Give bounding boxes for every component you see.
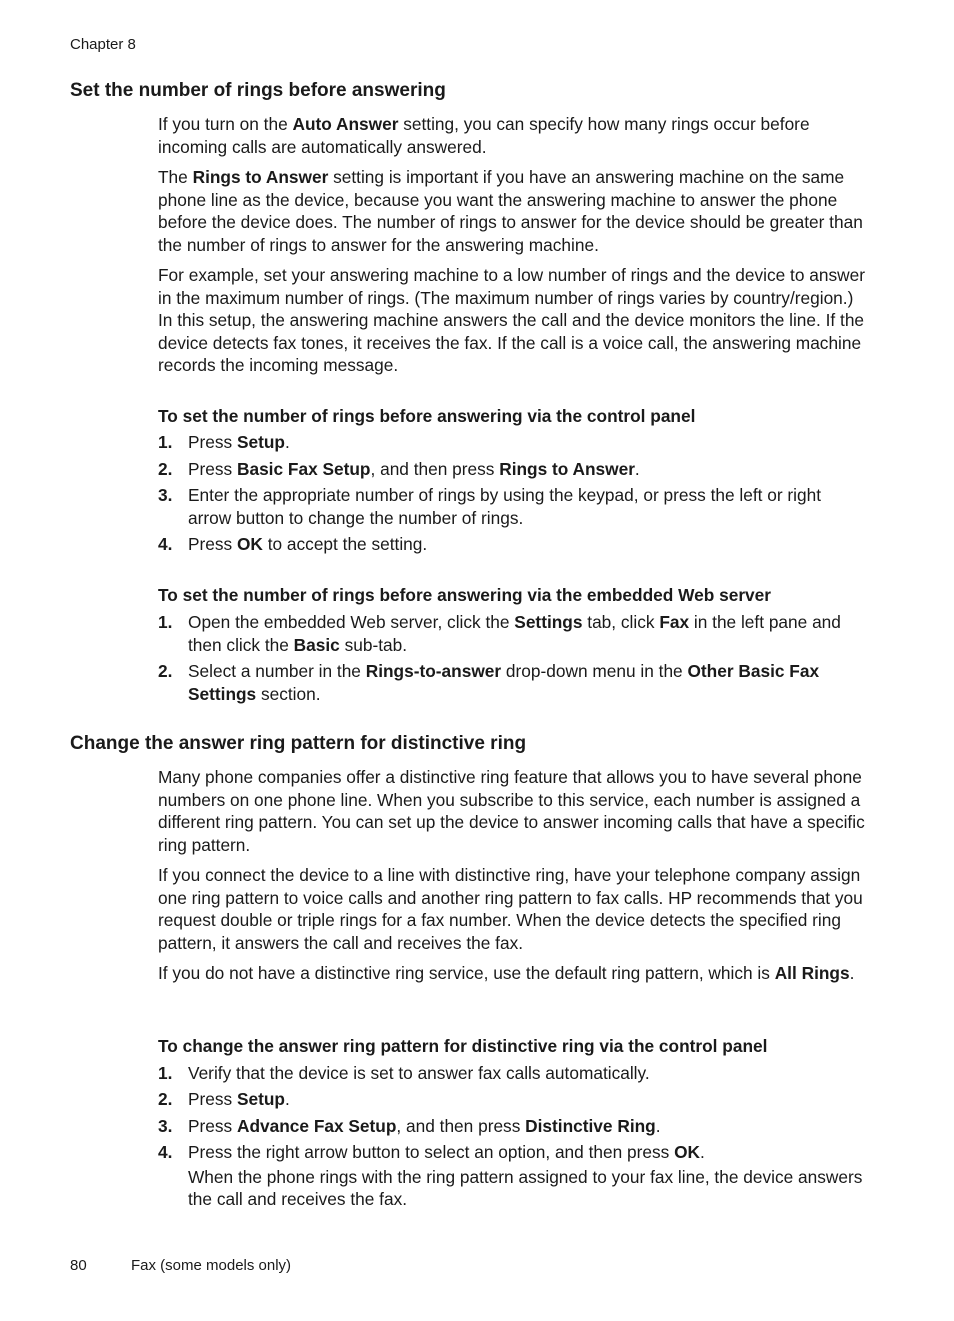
section-rings-p3 [158, 264, 868, 377]
section-heading-rings: Set the number of rings before answering [70, 80, 446, 101]
list-item: 2. Press Setup. [158, 1089, 290, 1109]
procedure-heading-web-server: To set the number of rings before answering via the embedded Web server [158, 585, 771, 605]
list-item: 2. Select a number in the Rings-to-answer drop-down menu in the Other Basic Fax Settings section. [158, 661, 820, 704]
list-item: 2. Press Basic Fax Setup, and then press Rings to Answer. [158, 459, 640, 479]
list-item: 1. Press Setup. [158, 432, 290, 452]
step-note: When the phone rings with the ring pattern assigned to your fax line, the device answers the call and receives the fax. [188, 1166, 863, 1210]
paragraph: If you connect the device to a line with distinctive ring, have your telephone company assign one ring pattern to voice calls and another ring pattern to fax calls. HP recommends that you request double or triple rings for a fax number. When the device detects the specified ring pattern, it answers the call and receives the fax. [158, 865, 863, 953]
paragraph: For example, set your answering machine to a low number of rings and the device to answer in the maximum number of rings. (The maximum number of rings varies by country/region.) In this setup, the answering machine answers the call and the device monitors the line. If the device detects fax tones, it receives the fax. If the call is a voice call, the answering machine records the incoming message. [158, 265, 865, 376]
paragraph: If you do not have a distinctive ring service, use the default ring pattern, which is All Rings. [158, 963, 855, 983]
procedure-heading-control-panel: To set the number of rings before answering via the control panel [158, 406, 696, 426]
section-rings-p2 [158, 166, 868, 256]
chapter-label: Chapter 8 [70, 36, 136, 53]
section-distinctive-p3 [158, 962, 868, 985]
paragraph: If you turn on the Auto Answer setting, you can specify how many rings occur before incoming calls are automatically answered. [158, 114, 810, 157]
list-item: 1. Verify that the device is set to answer fax calls automatically. [158, 1063, 650, 1083]
list-item: 4. Press the right arrow button to select an option, and then press OK. When the phone rings with the ring pattern assigned to your fax line, the device answers the call and receives the fax. [158, 1141, 868, 1211]
footer-title: Fax (some models only) [131, 1257, 292, 1274]
list-item: 3. Enter the appropriate number of rings by using the keypad, or press the left or right arrow button to change the number of rings. [158, 485, 822, 528]
list-item: 3. Press Advance Fax Setup, and then press Distinctive Ring. [158, 1116, 661, 1136]
section-distinctive-p1 [158, 766, 868, 856]
paragraph: The Rings to Answer setting is important if you have an answering machine on the same phone line as the device, because you want the answering machine to answer the phone before the device does. The number of rings to answer for the device should be greater than the number of rings to answer for the answering machine. [158, 167, 863, 255]
section-heading-distinctive-ring: Change the answer ring pattern for distinctive ring [70, 733, 527, 754]
list-item: 4. Press OK to accept the setting. [158, 534, 428, 554]
page-number: 80 [70, 1257, 87, 1274]
section-distinctive-p2 [158, 864, 868, 954]
list-item: 1. Open the embedded Web server, click the Settings tab, click Fax in the left pane and then click the Basic sub-tab. [158, 612, 841, 655]
procedure-heading-distinctive-ring: To change the answer ring pattern for distinctive ring via the control panel [158, 1036, 768, 1056]
section-rings-intro [158, 113, 868, 158]
paragraph: Many phone companies offer a distinctive ring feature that allows you to have several phone numbers on one phone line. When you subscribe to this service, each number is assigned a different ring pattern. You can set up the device to answer incoming calls that have a specific ring pattern. [158, 767, 865, 855]
